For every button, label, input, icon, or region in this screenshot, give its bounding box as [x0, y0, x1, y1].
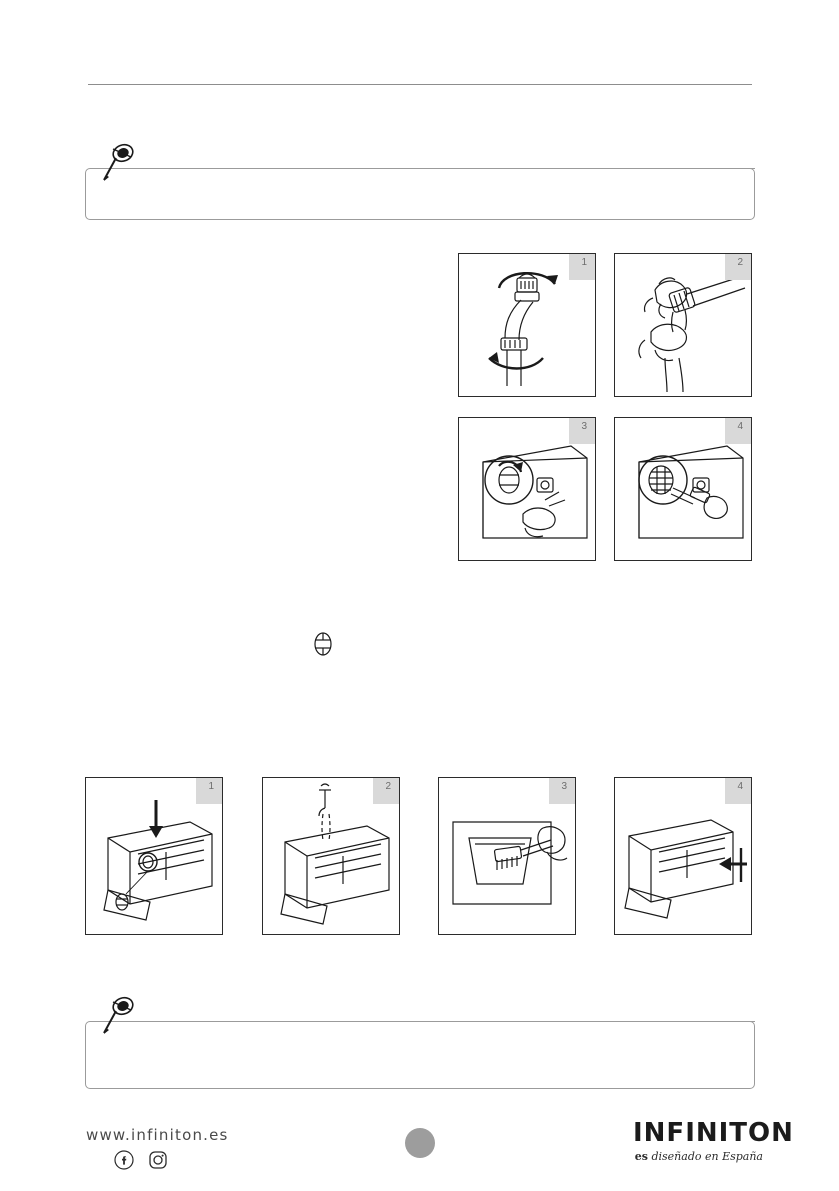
note-box-bottom — [85, 1021, 755, 1089]
body-paragraph-bottom — [86, 950, 746, 1000]
brand-name: INFINITON — [633, 1118, 794, 1148]
facebook-icon[interactable] — [114, 1150, 134, 1170]
figure-number: 3 — [561, 781, 567, 792]
brand-tagline-text: diseñado en España — [651, 1150, 763, 1163]
figure-drawer-rinse — [262, 777, 400, 935]
figure-number: 2 — [385, 781, 391, 792]
instagram-icon[interactable] — [148, 1150, 168, 1170]
figure-hose-unscrew — [458, 253, 596, 397]
figure-number: 4 — [737, 781, 743, 792]
filter-cap-glyph-icon — [312, 630, 334, 658]
figure-number: 4 — [737, 421, 743, 432]
brand-tagline-prefix: es — [634, 1150, 648, 1163]
brand-logo — [633, 1118, 794, 1163]
body-paragraph-middle — [86, 600, 746, 740]
figure-number: 1 — [208, 781, 214, 792]
header-rule — [88, 84, 752, 85]
figure-number: 3 — [581, 421, 587, 432]
figure-number: 1 — [581, 257, 587, 268]
note-box-top — [85, 168, 755, 220]
pushpin-icon — [98, 140, 140, 184]
figure-number: 2 — [737, 257, 743, 268]
pushpin-icon — [98, 993, 140, 1037]
page-number — [405, 1128, 435, 1158]
figure-drawer-reinsert — [614, 777, 752, 935]
body-paragraph-top — [86, 255, 436, 555]
footer-website-url[interactable]: www.infiniton.es — [86, 1126, 229, 1144]
figure-filter-removal — [458, 417, 596, 561]
figure-drawer-press — [85, 777, 223, 935]
figure-drawer-recess-brush — [438, 777, 576, 935]
figure-filter-cleaning — [614, 417, 752, 561]
brand-tagline — [633, 1150, 763, 1163]
figure-hands-holding-hose — [614, 253, 752, 397]
